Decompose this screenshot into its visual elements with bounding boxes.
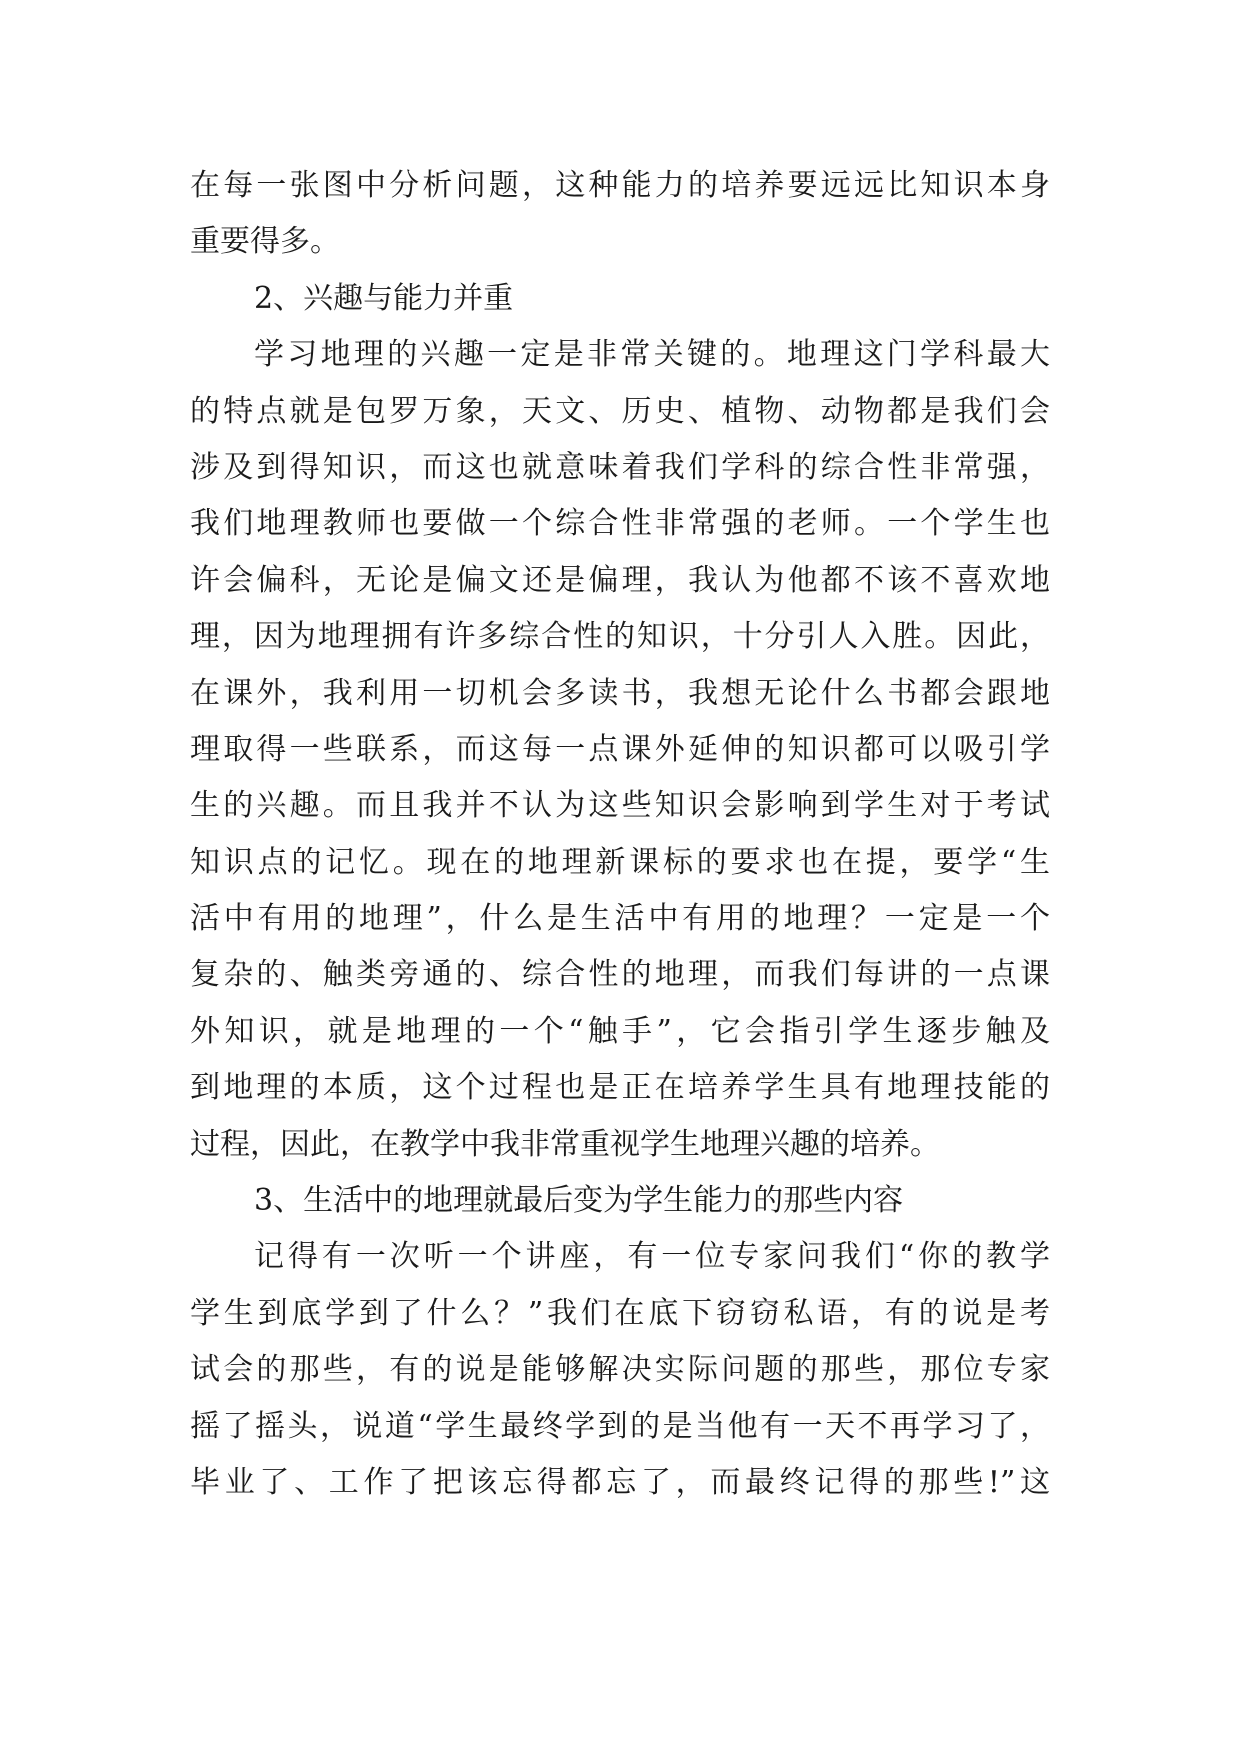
- text-line: 理，因为地理拥有许多综合性的知识，十分引人入胜。因此，: [190, 619, 1050, 655]
- text-line: 知识点的记忆。现在的地理新课标的要求也在提，要学“生: [190, 844, 1050, 880]
- section-heading: 2、兴趣与能力并重: [254, 280, 514, 316]
- text-line: 摇了摇头，说道“学生最终学到的是当他有一天不再学习了，: [190, 1408, 1050, 1444]
- text-line: 毕业了、工作了把该忘得都忘了，而最终记得的那些!”这: [190, 1464, 1050, 1500]
- text-line: 在每一张图中分析问题，这种能力的培养要远远比知识本身: [190, 168, 1050, 203]
- text-line: 我们地理教师也要做一个综合性非常强的老师。一个学生也: [190, 506, 1050, 542]
- text-line: 的特点就是包罗万象，天文、历史、植物、动物都是我们会: [190, 393, 1050, 429]
- text-line: 试会的那些，有的说是能够解决实际问题的那些，那位专家: [190, 1352, 1050, 1388]
- text-line: 到地理的本质，这个过程也是正在培养学生具有地理技能的: [190, 1070, 1050, 1106]
- text-line: 许会偏科，无论是偏文还是偏理，我认为他都不该不喜欢地: [190, 562, 1050, 598]
- text-line: 理取得一些联系，而这每一点课外延伸的知识都可以吸引学: [190, 731, 1050, 767]
- text-line: 外知识，就是地理的一个“触手”，它会指引学生逐步触及: [190, 1013, 1050, 1049]
- text-line: 活中有用的地理”，什么是生活中有用的地理？一定是一个: [190, 901, 1050, 937]
- text-line: 涉及到得知识，而这也就意味着我们学科的综合性非常强，: [190, 449, 1050, 485]
- text-line: 过程，因此，在教学中我非常重视学生地理兴趣的培养。: [190, 1126, 940, 1162]
- text-line: 重要得多。: [190, 224, 340, 260]
- text-line: 记得有一次听一个讲座，有一位专家问我们“你的教学: [254, 1239, 1050, 1275]
- text-line: 在课外，我利用一切机会多读书，我想无论什么书都会跟地: [190, 675, 1050, 711]
- section-heading: 3、生活中的地理就最后变为学生能力的那些内容: [254, 1183, 904, 1219]
- text-line: 复杂的、触类旁通的、综合性的地理，而我们每讲的一点课: [190, 957, 1050, 993]
- text-line: 学生到底学到了什么？”我们在底下窃窃私语，有的说是考: [190, 1295, 1050, 1331]
- body-text: [190, 158, 1050, 1511]
- text-line: 学习地理的兴趣一定是非常关键的。地理这门学科最大: [254, 337, 1050, 373]
- text-line: 生的兴趣。而且我并不认为这些知识会影响到学生对于考试: [190, 788, 1050, 824]
